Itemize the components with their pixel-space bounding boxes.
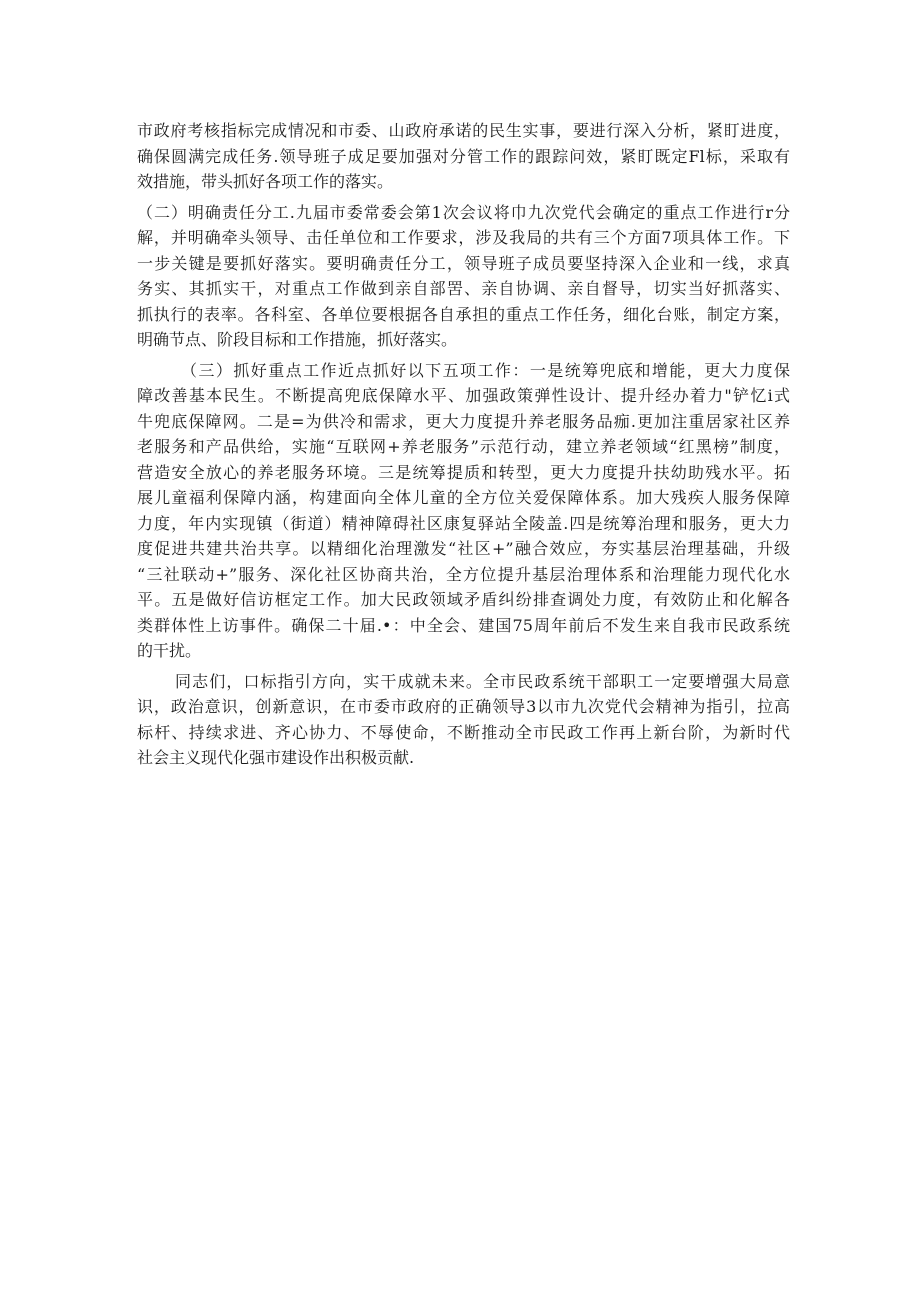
text-line: （二）明确责任分工.九届市委常委会第1次会议将巾九次党代会确定的重点工作进行r分 <box>137 202 790 222</box>
text-line: 明确节点、阶段目标和工作措施，抓好落实。 <box>137 330 458 349</box>
text-line: 类群体性上访事件。确保二十届.•：中全会、建国75周年前后不发生来自我市民政系统 <box>137 615 790 635</box>
paragraph-1 <box>137 118 790 195</box>
text-line: 的干扰。 <box>137 641 202 660</box>
text-line: 确保圆满完成任务.领导班子成足要加强对分管工作的跟踪问效，紧盯既定Fl标，采取有 <box>137 146 790 166</box>
text-line: 务实、其抓实干，对重点工作做到亲自部罟、亲自协调、亲自督导，切实当好抓落实、 <box>137 279 790 298</box>
text-line: “三社联动+”服务、深化社区协商共治，全方位提升基层治理体系和治理能力现代化水 <box>137 564 790 584</box>
text-line: 解，并明确牵头领导、击任单位和工作要求，涉及我局的共有三个方面7项具体工作。下 <box>137 228 790 247</box>
text-line: 同志们，口标指引方向，实干成就未来。全市民政系统干部职工一定要增强大局意 <box>175 671 790 691</box>
text-line: 效措施，带头抓好各项工作的落实。 <box>137 172 394 191</box>
text-line: 标杆、持续求进、齐心协力、不辱使命，不断推动全市民政工作再上新台阶，为新时代 <box>137 722 790 742</box>
text-line: 营造安全放心的养老服务环境。三是统筹提质和转型，更大力度提升扶幼助残水平。拓 <box>137 462 790 482</box>
paragraph-3 <box>137 358 790 664</box>
text-line: 老服务和产品供给，实施“互联网+养老服务”示范行动，建立养老领域“红黑榜”制度， <box>137 437 790 456</box>
text-line: 度促进共建共治共享。以精细化治理激发“社区+”融合效应，夯实基层治理基础，升级 <box>137 539 790 558</box>
text-line: 平。五是做好信访框定工作。加大民政领域矛盾纠纷排查调处力度，有效防止和化解各 <box>137 590 790 609</box>
document-body <box>137 118 790 776</box>
text-line: 一步关键是要抓好落实。要明确责任分工，领导班子成员要坚持深入企业和一线，求真 <box>137 253 790 273</box>
text-line: 力度，年内实现镇（街道）精神障碍社区康复驿站全陵盖.四是统筹治理和服务，更大力 <box>137 513 790 533</box>
text-line: 牛兜底保障网。二是=为供冷和需求，更大力度提升养老服务品痂.更加注重居家社区养 <box>137 411 790 431</box>
paragraph-2 <box>137 200 790 353</box>
text-line: 展儿童福利保障内涵，构建面向全体儿童的全方位关爱保障体系。加大残疾人服务保障 <box>137 488 790 507</box>
text-line: （三）抓好重点工作近点抓好以下五项工作：一是统筹兜底和增能，更大力度保 <box>181 360 790 380</box>
text-line: 抓执行的表率。各科室、各单位要根据各自承担的重点工作任务，细化台账，制定方案， <box>137 304 790 324</box>
text-line: 市政府考核指标完成情况和市委、山政府承诺的民生实事，要进行深入分析，紧盯进度， <box>137 121 790 140</box>
text-line: 障改善基本民生。不断提高兜底保障水平、加强政策弹性设计、提升经办着力"铲忆i式 <box>137 386 790 405</box>
paragraph-4 <box>137 669 790 771</box>
text-line: 识，政治意识，创新意识，在市委市政府的正确领导3以市九次党代会精神为指引，拉高 <box>137 697 790 716</box>
text-line: 社会主义现代化强市建设作出积极贡献. <box>137 748 415 767</box>
